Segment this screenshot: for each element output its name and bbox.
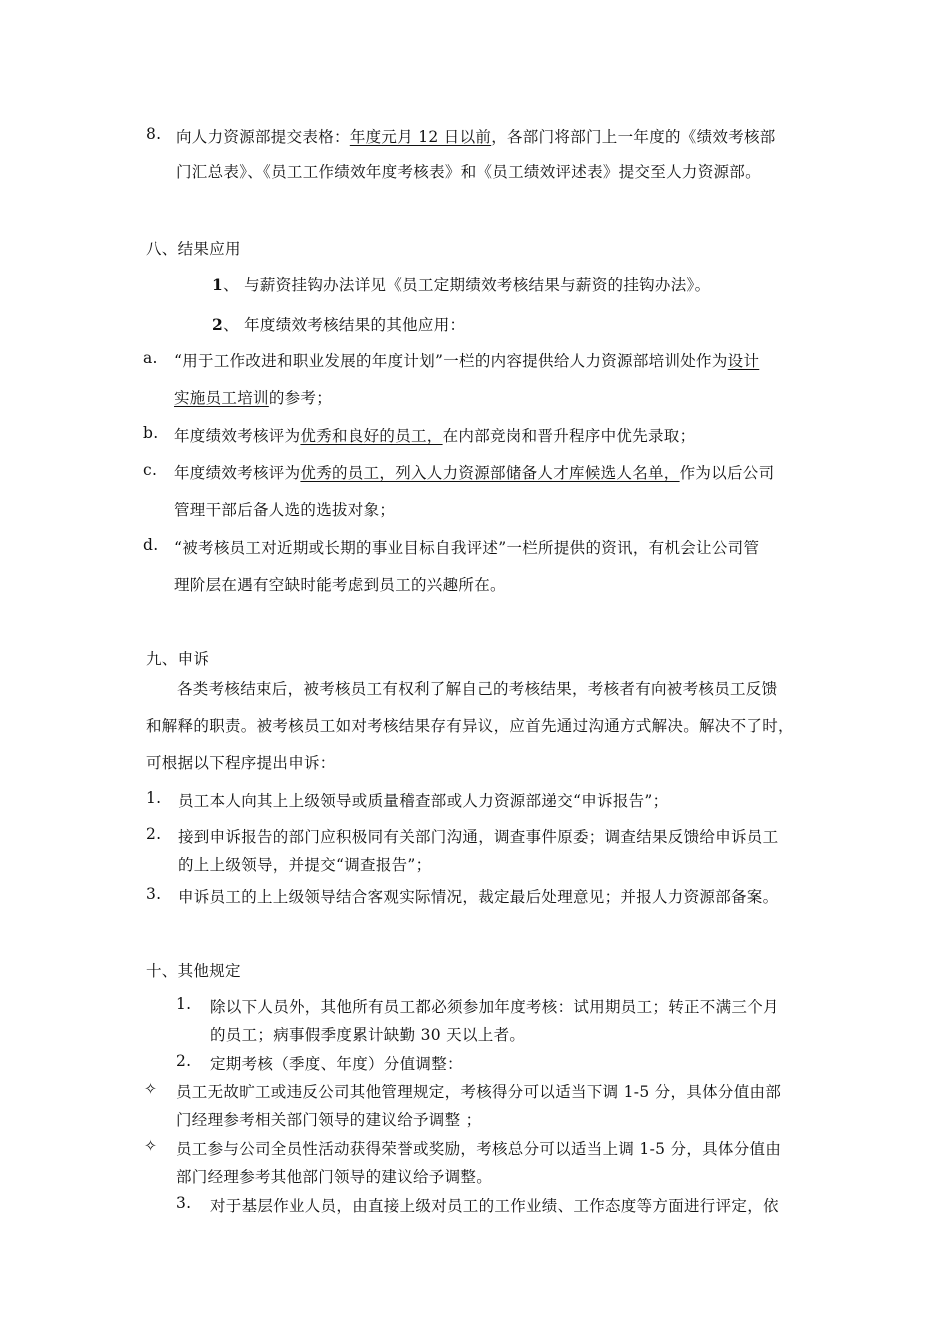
appeal-step-2-line-2: 的上上级领导，并提交“调查报告”；	[178, 856, 432, 874]
rule-3: 对于基层作业人员，由直接上级对员工的工作业绩、工作态度等方面进行评定，依	[210, 1197, 779, 1215]
item-8-number: 8.	[146, 125, 162, 143]
rule-2-number: 2.	[176, 1052, 192, 1070]
item-8-line-1	[176, 125, 776, 147]
item-8-line-2: 门汇总表》、《员工工作绩效年度考核表》和《员工绩效评述表》提交至人力资源部。	[176, 163, 761, 181]
rule-1-line-1: 除以下人员外，其他所有员工都必须参加年度考核：试用期员工；转正不满三个月	[210, 998, 779, 1016]
appeal-step-2-line-1: 接到申诉报告的部门应积极同有关部门沟通，调查事件原委；调查结果反馈给申诉员工	[178, 828, 779, 846]
section-8-heading: 八、结果应用	[146, 240, 241, 258]
item-d-line-1: “被考核员工对近期或长期的事业目标自我评述”一栏所提供的资讯，有机会让公司管	[174, 539, 760, 557]
appeal-step-1-number: 1.	[146, 789, 162, 807]
item-c-line-1: 年度绩效考核评为优秀的员工，列入人力资源部储备人才库候选人名单，作为以后公司	[174, 464, 775, 482]
rule-3-number: 3.	[176, 1194, 192, 1212]
adjust-down-line-1: 员工无故旷工或违反公司其他管理规定，考核得分可以适当下调 1-5 分，具体分值由部	[176, 1083, 782, 1101]
rule-1-number: 1.	[176, 995, 192, 1013]
adjust-down-line-2: 门经理参考相关部门领导的建议给予调整 ；	[176, 1111, 482, 1129]
appeal-step-3: 申诉员工的上上级领导结合客观实际情况，裁定最后处理意见；并报人力资源部备案。	[178, 888, 779, 906]
appeal-step-1: 员工本人向其上上级领导或质量稽查部或人力资源部递交“申诉报告”；	[178, 792, 669, 810]
section-9-para-line-2: 和解释的职责。被考核员工如对考核结果存有异议，应首先通过沟通方式解决。解决不了时，	[146, 717, 794, 735]
item-a-label: a.	[143, 349, 158, 367]
item-8-deadline: 年度元月 12 日以前	[349, 128, 492, 146]
section-8-point-1: 1、 与薪资挂钩办法详见《员工定期绩效考核结果与薪资的挂钩办法》。	[212, 275, 711, 294]
item-a-line-1: “用于工作改进和职业发展的年度计划”一栏的内容提供给人力资源部培训处作为设计	[174, 352, 760, 370]
section-8-point-2: 2、 年度绩效考核结果的其他应用：	[212, 315, 466, 334]
section-9-para-line-3: 可根据以下程序提出申诉：	[146, 754, 336, 772]
section-9-heading: 九、申诉	[146, 650, 210, 668]
adjust-up-line-2: 部门经理参考其他部门领导的建议给予调整。	[176, 1168, 493, 1186]
item-d-label: d.	[143, 536, 159, 554]
rule-2: 定期考核（季度、年度）分值调整：	[210, 1055, 463, 1073]
item-8-text: 向人力资源部提交表格：	[176, 128, 350, 146]
adjust-up-line-1: 员工参与公司全员性活动获得荣誉或奖励，考核总分可以适当上调 1-5 分，具体分值由	[176, 1140, 782, 1158]
item-c-line-2: 管理干部后备人选的选拔对象；	[174, 501, 396, 519]
rule-1-line-2: 的员工；病事假季度累计缺勤 30 天以上者。	[210, 1026, 526, 1044]
appeal-step-3-number: 3.	[146, 885, 162, 903]
section-10-heading: 十、其他规定	[146, 962, 241, 980]
item-b-label: b.	[143, 424, 159, 442]
item-a-line-2: 实施员工培训的参考；	[174, 389, 333, 407]
item-d-line-2: 理阶层在遇有空缺时能考虑到员工的兴趣所在。	[174, 576, 506, 594]
item-b-line: 年度绩效考核评为优秀和良好的员工，在内部竞岗和晋升程序中优先录取；	[174, 427, 696, 445]
item-c-label: c.	[143, 461, 158, 479]
diamond-bullet-icon: ✧	[144, 1137, 158, 1155]
appeal-step-2-number: 2.	[146, 825, 162, 843]
diamond-bullet-icon: ✧	[144, 1080, 158, 1098]
item-8-text-cont: ，各部门将部门上一年度的《绩效考核部	[491, 128, 776, 146]
section-9-para-line-1: 各类考核结束后，被考核员工有权利了解自己的考核结果，考核者有向被考核员工反馈	[177, 680, 778, 698]
